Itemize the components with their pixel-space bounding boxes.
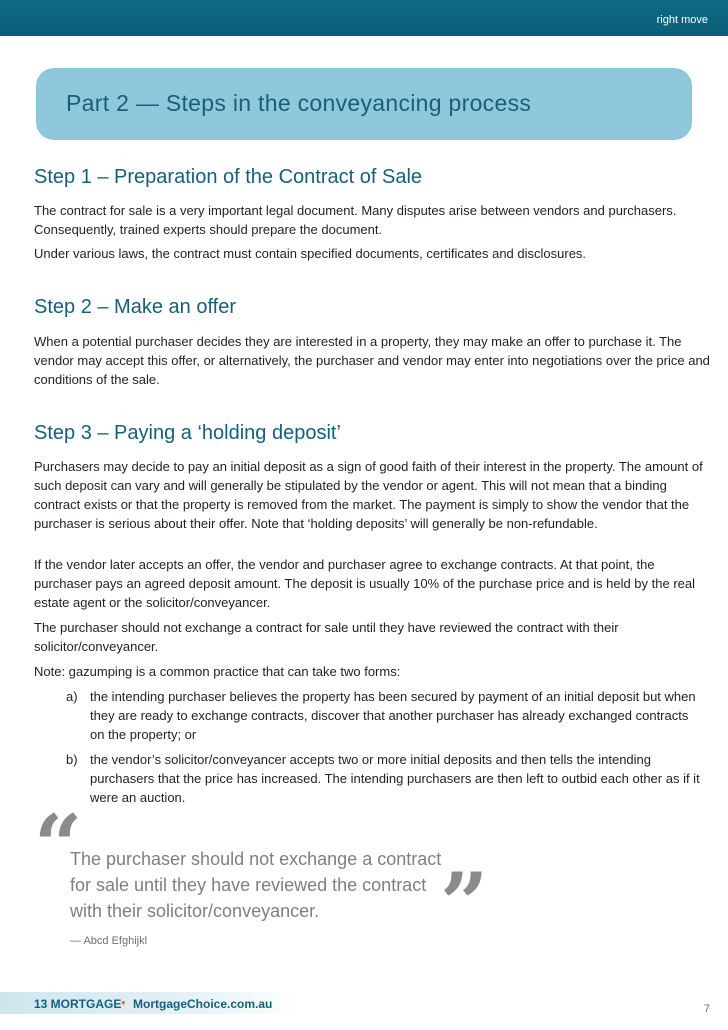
list-item-b	[66, 750, 706, 807]
part-title-box	[36, 68, 692, 140]
header-bar	[0, 0, 728, 36]
close-quote-mark: ”	[440, 854, 489, 953]
footer-bar	[0, 992, 300, 1014]
step1-paragraph-1: The contract for sale is a very important legal document. Many disputes arise between vendors and purchasers. Consequently, trained experts should prepare the document.	[34, 203, 677, 237]
page-number: 7	[703, 1003, 710, 1015]
list-marker: b)	[66, 752, 78, 767]
step2-heading: Step 2 – Make an offer	[34, 296, 236, 318]
pullquote-text: The purchaser should not exchange a contract for sale until they have reviewed the contract with their solicitor/conveyancer.	[70, 849, 442, 921]
step1-heading: Step 1 – Preparation of the Contract of Sale	[34, 166, 423, 188]
step3-paragraph-1: Purchasers may decide to pay an initial deposit as a sign of good faith of their interest in the property. The amount of such deposit can vary and will generally be stipulated by the vendor or agent. This will not mean that a binding contract exists or that the property is removed from the market. The payment is simply to show the vendor that the purchaser is serious about their offer. Note that ‘holding deposits’ will generally be non-refundable.	[34, 459, 703, 531]
step2-paragraph-1: When a potential purchaser decides they are interested in a property, they may make an offer to purchase it. The vendor may accept this offer, or alternatively, the purchaser and vendor may enter into negotiations over the price and conditions of the sale.	[34, 334, 710, 387]
list-marker: a)	[66, 689, 78, 704]
pullquote-author: — Abcd Efghijkl	[70, 935, 148, 947]
step3-paragraph-3: The purchaser should not exchange a contract for sale until they have reviewed the contract with their solicitor/conveyancer.	[34, 620, 619, 654]
header-brand: right move	[656, 14, 708, 26]
footer-website: MortgageChoice.com.au	[133, 997, 273, 1011]
list-item-text: the intending purchaser believes the property has been secured by payment of an initial deposit but when they are ready to exchange contracts, discover that another purchaser has already exchanged contracts on the property; or	[90, 689, 696, 742]
step3-paragraph-4: Note: gazumping is a common practice that can take two forms:	[34, 664, 401, 679]
open-quote-mark: “	[34, 796, 83, 895]
list-item-text: the vendor’s solicitor/conveyancer accepts two or more initial deposits and then tells the intending purchasers that the price has increased. The intending purchasers are then left to outbid each other as if it were an auction.	[90, 752, 700, 805]
footer-phone: 13 MORTGAGE	[34, 997, 122, 1011]
footer-separator-dot: •	[121, 995, 126, 1010]
list-item-a	[66, 687, 706, 744]
step1-paragraph-2: Under various laws, the contract must contain specified documents, certificates and disclosures.	[34, 246, 587, 261]
step3-paragraph-2: If the vendor later accepts an offer, the vendor and purchaser agree to exchange contracts. At that point, the purchaser pays an agreed deposit amount. The deposit is usually 10% of the purchase price and is held by the real estate agent or the solicitor/conveyancer.	[34, 557, 696, 610]
part-title: Part 2 — Steps in the conveyancing process	[66, 90, 532, 116]
step3-heading: Step 3 – Paying a ‘holding deposit’	[34, 422, 341, 444]
